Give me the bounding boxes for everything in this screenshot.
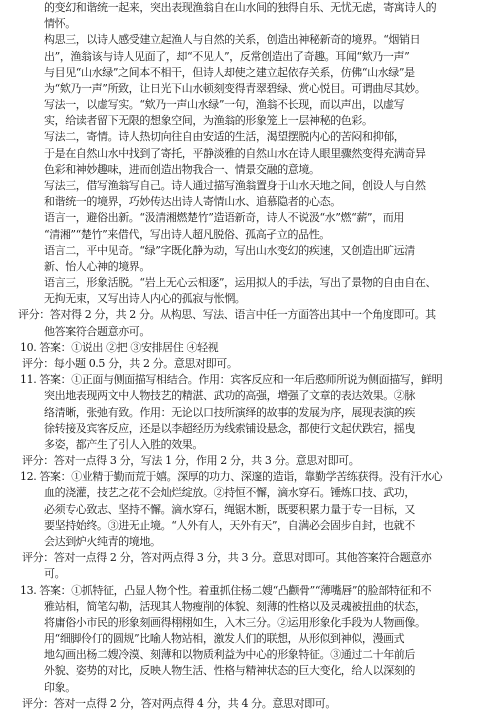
text-line: 语言二，平中见奇。“绿”字既化静为动，写出山水变幻的疾速，又创造出旷远清 bbox=[44, 244, 415, 257]
text-line: 的变幻和谐统一起来，突出表现渔翁自在山水间的独得自乐、无忧无虑，寄寓诗人的 bbox=[44, 1, 437, 14]
text-line: 突出地表现两文中人物技艺的精湛、武功的高强，增强了文章的表达效果。②脉 bbox=[44, 389, 415, 402]
scoring-note: 评分：答对得 2 分，共 2 分。从构思、写法、语言中任一方面答出其中一个角度即可。其 bbox=[18, 308, 436, 321]
text-line: 语言一，避俗出新。“汲清湘燃楚竹”造语新奇，诗人不说汲“水”燃“薪”，而用 bbox=[44, 211, 404, 224]
text-line: 雅站相，简笔勾勒，活现其人物瘦削的体貌、刻薄的性格以及灵魂被扭曲的状态， bbox=[44, 600, 426, 613]
scoring-note: 可。 bbox=[44, 567, 66, 580]
text-line: “清湘”“楚竹”来借代，写出诗人超凡脱俗、孤高孑立的品性。 bbox=[44, 228, 330, 241]
answer-10: 10. 答案：①说出 ②把 ③安排居住 ④轻视 bbox=[20, 341, 219, 354]
scoring-note: 评分：答对一点得 2 分，答对两点得 3 分，共 3 分。意思对即可。其他答案符合题意亦 bbox=[22, 551, 432, 564]
text-line: 于是在自然山水中找到了寄托，平静淡雅的自然山水在诗人眼里骤然变得充满奇异 bbox=[44, 147, 426, 160]
text-line: 印象。 bbox=[44, 681, 76, 694]
text-line: 情怀。 bbox=[44, 17, 76, 30]
scoring-note: 评分：答对一点得 3 分，写法 1 分，作用 2 分，共 3 分。意思对即可。 bbox=[22, 454, 360, 467]
text-line: 无拘无束，又写出诗人内心的孤寂与怅惘。 bbox=[44, 292, 246, 305]
text-line: 写法二，寄情。诗人热切向往自由安适的生活，渴望摆脱内心的苦闷和抑郁， bbox=[44, 130, 405, 143]
text-line: 会达到炉火纯青的境地。 bbox=[44, 535, 161, 548]
text-line: 色彩和神妙趣味，进而创造出物我合一、情景交融的意境。 bbox=[44, 163, 320, 176]
text-line: 将庸俗小市民的形象刻画得栩栩如生，入木三分。②运用形象化手段为人物画像。 bbox=[44, 616, 426, 629]
text-line: 用“细脚伶仃的圆规”比喻人物站相，激发人们的联想，从形似到神似，漫画式 bbox=[44, 632, 405, 645]
text-line: 为“欸乃一声”所致，让日光下山水顿刻变得青翠碧绿、赏心悦目。可谓曲尽其妙。 bbox=[44, 82, 426, 95]
text-line: 写法一，以虚写实。“欸乃一声山水绿”一句，渔翁不长现，而以声出，以虚写 bbox=[44, 98, 405, 111]
text-line: 写法三，借写渔翁写自己。诗人通过描写渔翁置身于山水天地之间，创设人与自然 bbox=[44, 179, 426, 192]
text-line: 与目见“山水绿”之间本不相干，但诗人却使之建立起依存关系，仿佛“山水绿”是 bbox=[44, 66, 415, 79]
text-line: 血的浇灌，技艺之花不会灿烂绽放。②持恒不懈，滴水穿石。锤炼口技、武功， bbox=[44, 486, 415, 499]
text-line: 构思三，以诗人感受建立起渔人与自然的关系，创造出神秘新奇的境界。“烟销日 bbox=[44, 33, 421, 46]
answer-13: 13. 答案：①抓特征，凸显人物个性。着重抓住杨二嫂“凸颧骨”“薄嘴唇”的脸部特征和不 bbox=[20, 584, 432, 597]
text-line: 实，给读者留下无限的想象空间，为渔翁的形象笼上一层神秘的色彩。 bbox=[44, 114, 373, 127]
text-line: 要坚持始终。③进无止境。“人外有人，天外有天”，自满必会固步自封，也就不 bbox=[44, 519, 415, 532]
text-line: 和谐统一的境界，巧妙传达出诗人寄情山水、追慕隐者的心态。 bbox=[44, 195, 341, 208]
text-line: 必须专心致志、坚持不懈。滴水穿石，绳锯木断，既要积累力量于专一目标，又 bbox=[44, 503, 415, 516]
text-line: 络清晰，张弛有致。作用：无论以口技所演绎的故事的发展为序，展现表演的疾 bbox=[44, 406, 415, 419]
answer-12: 12. 答案：①业精于勤而荒于嬉。深厚的功力、深邃的造诣，靠勤学苦练获得。没有汗水心 bbox=[20, 470, 443, 483]
text-line: 出”，渔翁该与诗人见面了，却“不见人”，反常创造出了奇趣。耳闻“欸乃一声” bbox=[44, 50, 410, 63]
text-line: 外貌、姿势的对比，反映人物生活、性格与精神状态的巨大变化，给人以深刻的 bbox=[44, 664, 415, 677]
text-line: 徐转接及宾客反应，还是以李超经历为线索铺设悬念，都使行文起伏跌宕，摇曳 bbox=[44, 422, 415, 435]
text-line: 多姿，都产生了引人入胜的效果。 bbox=[44, 438, 203, 451]
answer-11: 11. 答案：①正面与侧面描写相结合。作用：宾客反应和一年后憨师所说为侧面描写，鲜明 bbox=[20, 373, 443, 386]
scoring-note: 评分：答对一点得 2 分，答对两点得 4 分，共 4 分。意思对即可。 bbox=[22, 697, 336, 710]
scoring-note: 评分：每小题 0.5 分，共 2 分。意思对即可。 bbox=[22, 357, 238, 370]
text-line: 新、怡人心神的境界。 bbox=[44, 260, 150, 273]
scoring-note: 他答案符合题意亦可。 bbox=[44, 325, 150, 338]
text-line: 地勾画出杨二嫂冷漠、刻薄和以物质利益为中心的形象特征。③通过二十年前后 bbox=[44, 648, 415, 661]
text-line: 语言三，形象活脱。“岩上无心云相逐”，运用拟人的手法，写出了景物的自由自在、 bbox=[44, 276, 437, 289]
